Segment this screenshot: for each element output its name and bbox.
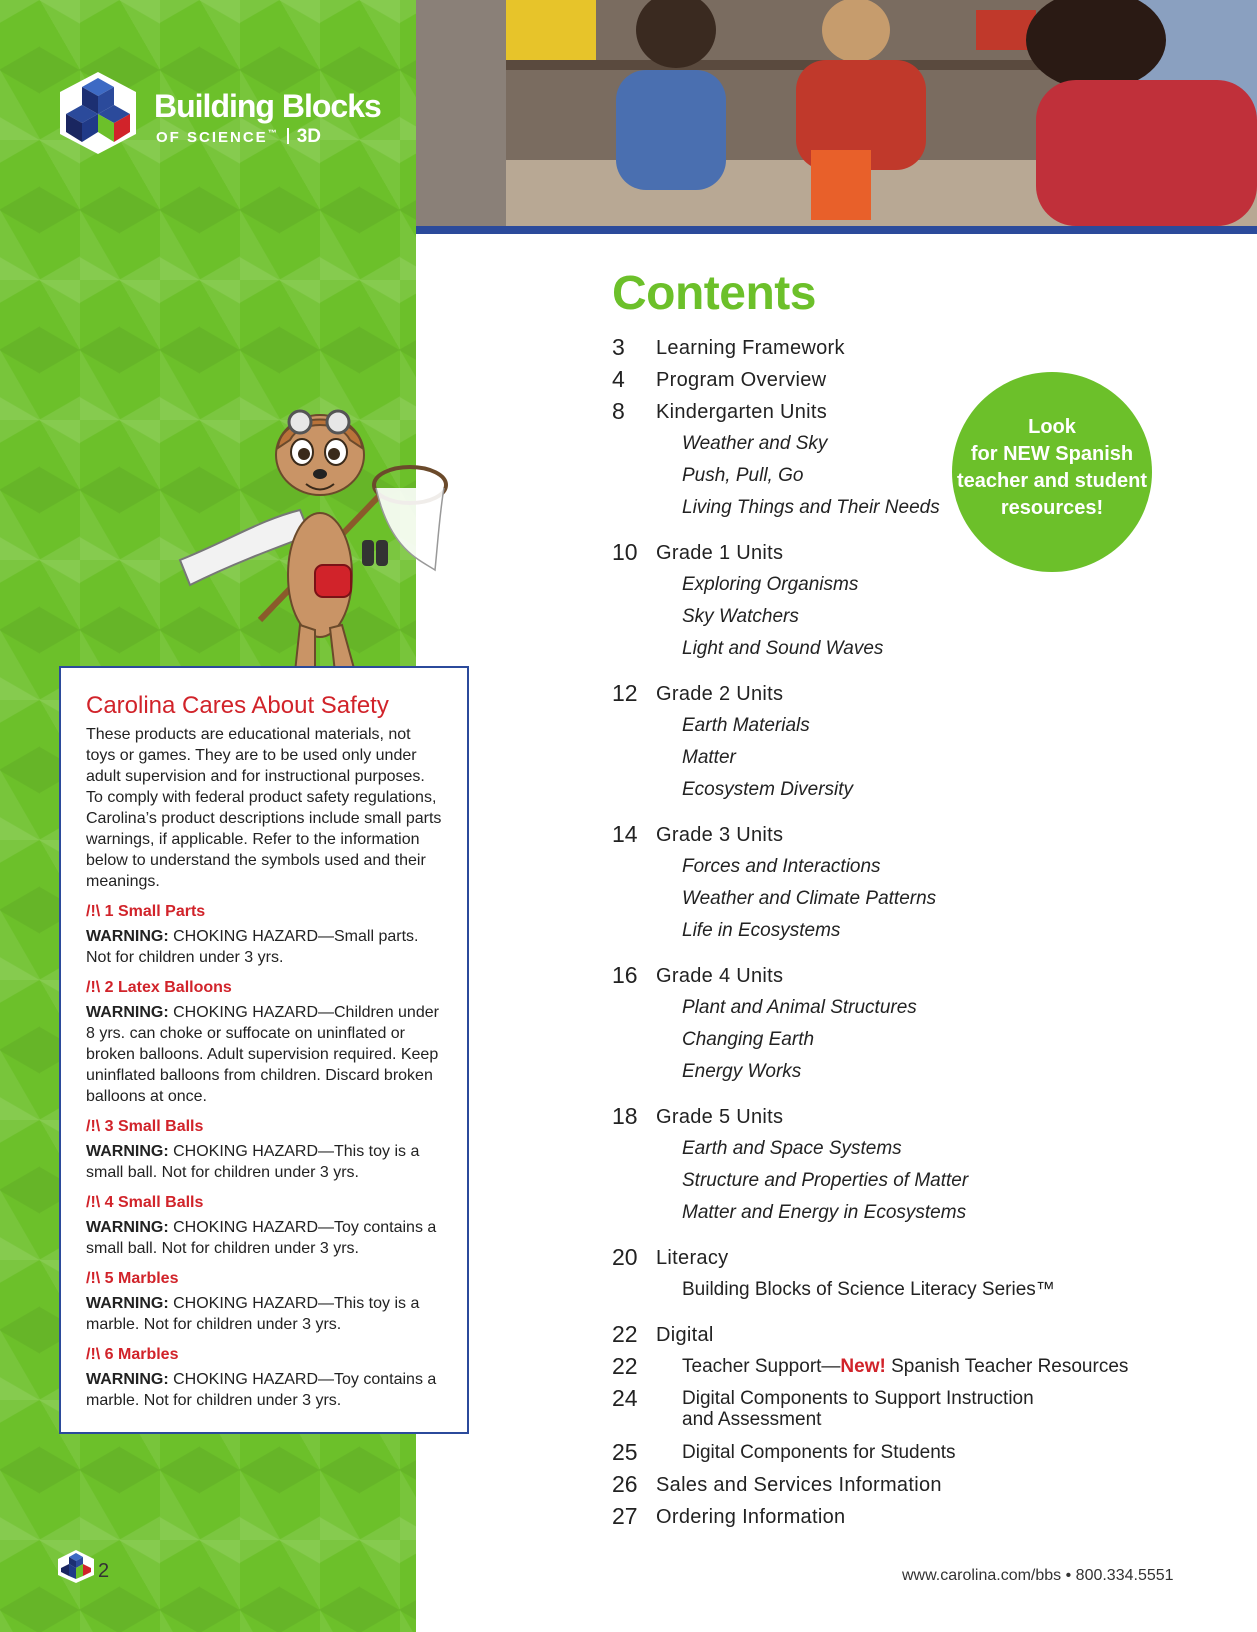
hazard-item xyxy=(86,1344,443,1411)
toc-page: 8 xyxy=(612,398,625,424)
toc-label: Learning Framework xyxy=(656,337,845,359)
hazard-text: WARNING: CHOKING HAZARD—This toy is a small ball. Not for children under 3 yrs. xyxy=(86,1143,420,1181)
toc-subentry[interactable] xyxy=(612,635,1212,667)
toc-sub-label: Structure and Properties of Matter xyxy=(682,1170,969,1191)
toc-page: 16 xyxy=(612,962,638,988)
toc-page: 18 xyxy=(612,1103,638,1129)
toc-label: Literacy xyxy=(656,1247,729,1269)
toc-sub-label: Plant and Animal Structures xyxy=(682,997,917,1018)
hazard-item xyxy=(86,901,443,968)
toc-sub-label: Light and Sound Waves xyxy=(682,638,884,659)
toc-subentry[interactable] xyxy=(612,1135,1212,1167)
toc-page: 4 xyxy=(612,366,625,392)
classroom-photo xyxy=(416,0,1257,226)
hazard-title: /!\ 1 Small Parts xyxy=(86,903,206,920)
toc-label: Ordering Information xyxy=(656,1506,846,1528)
toc-sub-label: Life in Ecosystems xyxy=(682,920,841,941)
toc-page: 27 xyxy=(612,1503,638,1529)
toc-label: Grade 2 Units xyxy=(656,683,784,705)
toc-page: 26 xyxy=(612,1471,638,1497)
toc-page: 20 xyxy=(612,1244,638,1270)
toc-sub-label: Matter xyxy=(682,747,736,768)
hazard-text: WARNING: CHOKING HAZARD—Children under 8 yrs. can choke or suffocate on uninflated or broken balloons. Adult supervision required. Keep uninflated balloons from children. Discard broken balloons at once. xyxy=(86,1004,439,1105)
toc-sub-label: Changing Earth xyxy=(682,1029,815,1050)
toc-subentry[interactable] xyxy=(612,744,1212,776)
logo-subtitle: OF SCIENCE™ 3D xyxy=(156,126,321,147)
toc-entry[interactable] xyxy=(612,539,1212,571)
toc-page: 10 xyxy=(612,539,638,565)
toc-subentry[interactable] xyxy=(612,776,1212,808)
hazard-title: /!\ 6 Marbles xyxy=(86,1346,179,1363)
toc-page: 25 xyxy=(612,1439,638,1465)
toc-label: Digital xyxy=(656,1324,714,1346)
photo-divider xyxy=(416,226,1257,234)
footer-contact: www.carolina.com/bbs • 800.334.5551 xyxy=(902,1567,1174,1584)
toc-sub-label: Sky Watchers xyxy=(682,606,799,627)
toc-label: Grade 5 Units xyxy=(656,1106,784,1128)
toc-subentry[interactable] xyxy=(612,1167,1212,1199)
toc-sub-label: Forces and Interactions xyxy=(682,856,881,877)
spanish-resources-callout: Look for NEW Spanish teacher and student resources! xyxy=(952,372,1152,572)
toc-entry[interactable] xyxy=(612,962,1212,994)
hazard-text: WARNING: CHOKING HAZARD—Small parts. Not for children under 3 yrs. xyxy=(86,928,419,966)
safety-intro: These products are educational materials, not toys or games. They are to be used only under adult supervision and for instructional purposes. To comply with federal product safety regulations, Carolina’s product descriptions include small parts warnings, if applicable. Refer to the information below to understand the symbols used and their meanings. xyxy=(86,726,442,890)
toc-subentry[interactable] xyxy=(612,917,1212,949)
toc-sub-label: Energy Works xyxy=(682,1061,802,1082)
toc-subentry[interactable] xyxy=(612,712,1212,744)
hazard-title: /!\ 5 Marbles xyxy=(86,1270,179,1287)
toc-entry[interactable] xyxy=(612,1471,1212,1503)
toc-entry[interactable] xyxy=(612,1244,1212,1276)
toc-entry[interactable] xyxy=(612,334,1212,366)
toc-subentry[interactable] xyxy=(612,1199,1212,1231)
toc-sub-label: Teacher Support—New! Spanish Teacher Resources xyxy=(682,1356,1129,1377)
hazard-text: WARNING: CHOKING HAZARD—Toy contains a marble. Not for children under 3 yrs. xyxy=(86,1371,437,1409)
hazard-item xyxy=(86,977,443,1107)
page-number: 2 xyxy=(98,1560,110,1582)
toc-subentry[interactable] xyxy=(612,994,1212,1026)
toc-page: 22 xyxy=(612,1321,638,1347)
toc-subentry[interactable] xyxy=(612,603,1212,635)
toc-entry[interactable] xyxy=(612,1321,1212,1353)
toc-sub-label: Weather and Sky xyxy=(682,433,828,454)
hazard-text: WARNING: CHOKING HAZARD—Toy contains a small ball. Not for children under 3 yrs. xyxy=(86,1219,437,1257)
contents-heading: Contents xyxy=(612,267,816,320)
safety-title: Carolina Cares About Safety xyxy=(86,692,389,719)
toc-page: 22 xyxy=(612,1353,638,1379)
toc-subentry[interactable] xyxy=(612,1353,1212,1385)
toc-page: 12 xyxy=(612,680,638,706)
hazard-item xyxy=(86,1192,443,1259)
toc-sub-label: Earth Materials xyxy=(682,715,810,736)
toc-label: Grade 1 Units xyxy=(656,542,784,564)
toc-subentry[interactable] xyxy=(612,1058,1212,1090)
toc-sub-label: Digital Components for Students xyxy=(682,1442,956,1463)
toc-entry[interactable] xyxy=(612,366,1212,398)
toc-label: Program Overview xyxy=(656,369,827,391)
building-blocks-logo xyxy=(56,70,396,160)
hazard-item xyxy=(86,1268,443,1335)
toc-subentry[interactable] xyxy=(612,1026,1212,1058)
toc-sub-label: Building Blocks of Science Literacy Series™ xyxy=(682,1279,1055,1300)
new-badge: New! xyxy=(840,1356,886,1377)
hazard-title: /!\ 4 Small Balls xyxy=(86,1194,204,1211)
toc-sub-label: Living Things and Their Needs xyxy=(682,497,940,518)
toc-sub-label: Earth and Space Systems xyxy=(682,1138,902,1159)
toc-label: Sales and Services Information xyxy=(656,1474,942,1496)
toc-page: 24 xyxy=(612,1385,638,1411)
hazard-title: /!\ 2 Latex Balloons xyxy=(86,979,232,996)
toc-entry[interactable] xyxy=(612,1103,1212,1135)
hazard-item xyxy=(86,1116,443,1183)
hazard-title: /!\ 3 Small Balls xyxy=(86,1118,204,1135)
safety-notice-box xyxy=(59,666,469,1434)
cubes-logo-icon xyxy=(56,70,140,156)
toc-label: Grade 3 Units xyxy=(656,824,784,846)
toc-sub-label: Weather and Climate Patterns xyxy=(682,888,937,909)
meerkat-mascot-illustration xyxy=(170,400,470,680)
toc-page: 14 xyxy=(612,821,638,847)
toc-sub-label: Matter and Energy in Ecosystems xyxy=(682,1202,967,1223)
toc-sub-label: Ecosystem Diversity xyxy=(682,779,854,800)
toc-sub-label: Exploring Organisms xyxy=(682,574,859,595)
toc-subentry[interactable] xyxy=(612,1439,1212,1471)
toc-entry[interactable] xyxy=(612,1503,1212,1535)
toc-subentry[interactable] xyxy=(612,1276,1212,1308)
toc-subentry[interactable] xyxy=(612,571,1212,603)
toc-subentry[interactable] xyxy=(612,885,1212,917)
hazard-text: WARNING: CHOKING HAZARD—This toy is a marble. Not for children under 3 yrs. xyxy=(86,1295,420,1333)
toc-entry[interactable] xyxy=(612,821,1212,853)
toc-label: Kindergarten Units xyxy=(656,401,828,423)
toc-sub-label: Digital Components to Support Instruction and Assessment xyxy=(682,1388,1034,1430)
logo-title: Building Blocks xyxy=(154,88,381,124)
toc-page: 3 xyxy=(612,334,625,360)
toc-sub-label: Push, Pull, Go xyxy=(682,465,804,486)
toc-label: Grade 4 Units xyxy=(656,965,784,987)
toc-entry[interactable] xyxy=(612,680,1212,712)
toc-subentry[interactable] xyxy=(612,1385,1212,1439)
toc-subentry[interactable] xyxy=(612,853,1212,885)
cubes-page-icon xyxy=(56,1549,96,1583)
